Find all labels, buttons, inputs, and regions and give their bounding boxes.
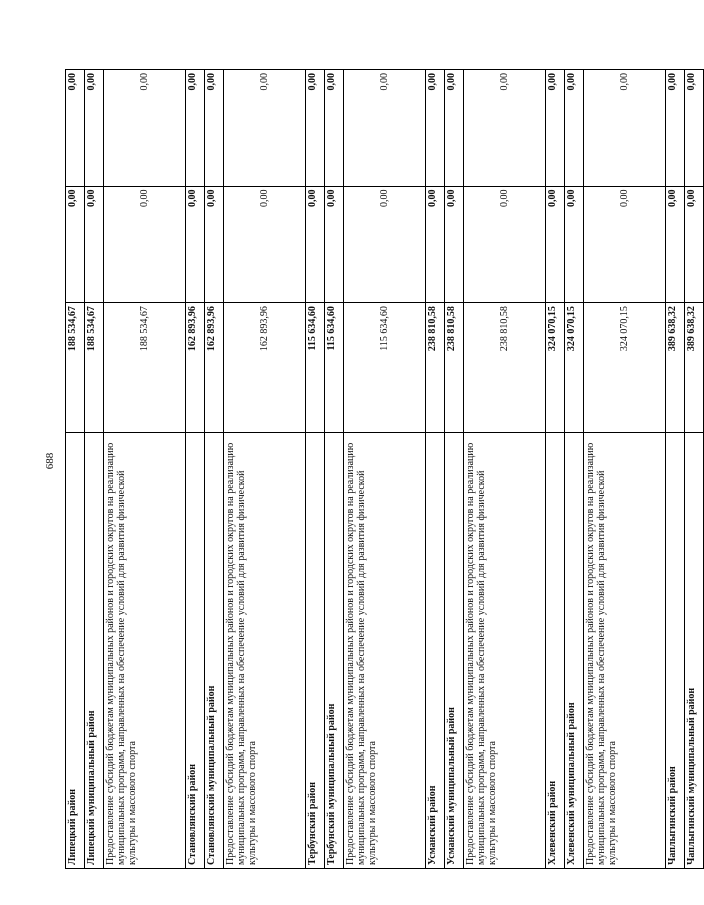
row-name-cell: Хлевенский район	[546, 432, 565, 868]
table-row	[104, 70, 186, 869]
row-amount-cell: 162 893,96	[186, 303, 205, 433]
table-row	[306, 70, 325, 869]
row-value3-cell: 0,00	[205, 70, 224, 187]
page-number: 688	[44, 452, 56, 470]
row-value3-cell: 0,00	[344, 70, 426, 187]
table-row	[205, 70, 224, 869]
row-name-cell: Хлевенский муниципальный район	[565, 432, 584, 868]
table-row	[685, 70, 704, 869]
row-name-cell: Чаплыгинский район	[666, 432, 685, 868]
row-value3-cell: 0,00	[186, 70, 205, 187]
row-name-cell: Предоставление субсидий бюджетам муниципальных районов и городских округов на реализацию муниципальных программ, направленных на обеспечение условий для развития физической культуры и массового спорта	[344, 432, 426, 868]
row-amount-cell: 162 893,96	[224, 303, 306, 433]
table-row	[85, 70, 104, 869]
table-row	[325, 70, 344, 869]
row-amount-cell: 188 534,67	[66, 303, 85, 433]
row-name-cell: Чаплыгинский муниципальный район	[685, 432, 704, 868]
row-value3-cell: 0,00	[306, 70, 325, 187]
row-value2-cell: 0,00	[584, 186, 666, 303]
row-value3-cell: 0,00	[426, 70, 445, 187]
row-name-cell: Предоставление субсидий бюджетам муниципальных районов и городских округов на реализацию муниципальных программ, направленных на обеспечение условий для развития физической культуры и массового спорта	[464, 432, 546, 868]
table-row	[445, 70, 464, 869]
row-name-cell: Липецкий муниципальный район	[85, 432, 104, 868]
row-value3-cell: 0,00	[445, 70, 464, 187]
row-amount-cell: 115 634,60	[306, 303, 325, 433]
row-value2-cell: 0,00	[66, 186, 85, 303]
row-value2-cell: 0,00	[464, 186, 546, 303]
row-amount-cell: 162 893,96	[205, 303, 224, 433]
row-amount-cell: 389 638,32	[666, 303, 685, 433]
row-value3-cell: 0,00	[66, 70, 85, 187]
row-amount-cell: 115 634,60	[325, 303, 344, 433]
row-value2-cell: 0,00	[85, 186, 104, 303]
row-name-cell: Становлянский район	[186, 432, 205, 868]
row-amount-cell: 115 634,60	[344, 303, 426, 433]
row-name-cell: Усманский муниципальный район	[445, 432, 464, 868]
row-amount-cell: 238 810,58	[426, 303, 445, 433]
row-value3-cell: 0,00	[546, 70, 565, 187]
row-name-cell: Тербунский муниципальный район	[325, 432, 344, 868]
budget-table	[65, 69, 704, 869]
table-frame	[65, 69, 697, 869]
row-name-cell: Становлянский муниципальный район	[205, 432, 224, 868]
table-row	[344, 70, 426, 869]
row-value3-cell: 0,00	[584, 70, 666, 187]
row-value2-cell: 0,00	[565, 186, 584, 303]
row-value2-cell: 0,00	[186, 186, 205, 303]
row-amount-cell: 238 810,58	[445, 303, 464, 433]
table-row	[66, 70, 85, 869]
table-row	[565, 70, 584, 869]
row-name-cell: Тербунский район	[306, 432, 325, 868]
table-body	[66, 70, 704, 869]
row-value3-cell: 0,00	[464, 70, 546, 187]
row-name-cell: Усманский район	[426, 432, 445, 868]
row-value3-cell: 0,00	[85, 70, 104, 187]
row-name-cell: Предоставление субсидий бюджетам муниципальных районов и городских округов на реализацию муниципальных программ, направленных на обеспечение условий для развития физической культуры и массового спорта	[584, 432, 666, 868]
row-value3-cell: 0,00	[325, 70, 344, 187]
row-value3-cell: 0,00	[104, 70, 186, 187]
row-value2-cell: 0,00	[205, 186, 224, 303]
row-amount-cell: 188 534,67	[85, 303, 104, 433]
row-value2-cell: 0,00	[685, 186, 704, 303]
row-name-cell: Предоставление субсидий бюджетам муниципальных районов и городских округов на реализацию муниципальных программ, направленных на обеспечение условий для развития физической культуры и массового спорта	[104, 432, 186, 868]
row-value2-cell: 0,00	[666, 186, 685, 303]
row-amount-cell: 389 638,32	[685, 303, 704, 433]
row-value2-cell: 0,00	[306, 186, 325, 303]
row-name-cell: Предоставление субсидий бюджетам муниципальных районов и городских округов на реализацию муниципальных программ, направленных на обеспечение условий для развития физической культуры и массового спорта	[224, 432, 306, 868]
row-value3-cell: 0,00	[224, 70, 306, 187]
table-row	[224, 70, 306, 869]
row-value2-cell: 0,00	[325, 186, 344, 303]
row-value3-cell: 0,00	[666, 70, 685, 187]
row-value2-cell: 0,00	[224, 186, 306, 303]
row-value2-cell: 0,00	[445, 186, 464, 303]
row-value3-cell: 0,00	[565, 70, 584, 187]
row-amount-cell: 188 534,67	[104, 303, 186, 433]
row-value2-cell: 0,00	[344, 186, 426, 303]
row-value2-cell: 0,00	[426, 186, 445, 303]
row-amount-cell: 238 810,58	[464, 303, 546, 433]
rotated-table-container	[65, 69, 697, 869]
row-value3-cell: 0,00	[685, 70, 704, 187]
row-name-cell: Липецкий район	[66, 432, 85, 868]
row-amount-cell: 324 070,15	[546, 303, 565, 433]
table-row	[584, 70, 666, 869]
row-value2-cell: 0,00	[104, 186, 186, 303]
table-row	[666, 70, 685, 869]
table-row	[426, 70, 445, 869]
row-amount-cell: 324 070,15	[565, 303, 584, 433]
table-row	[546, 70, 565, 869]
row-amount-cell: 324 070,15	[584, 303, 666, 433]
table-row	[186, 70, 205, 869]
table-row	[464, 70, 546, 869]
row-value2-cell: 0,00	[546, 186, 565, 303]
